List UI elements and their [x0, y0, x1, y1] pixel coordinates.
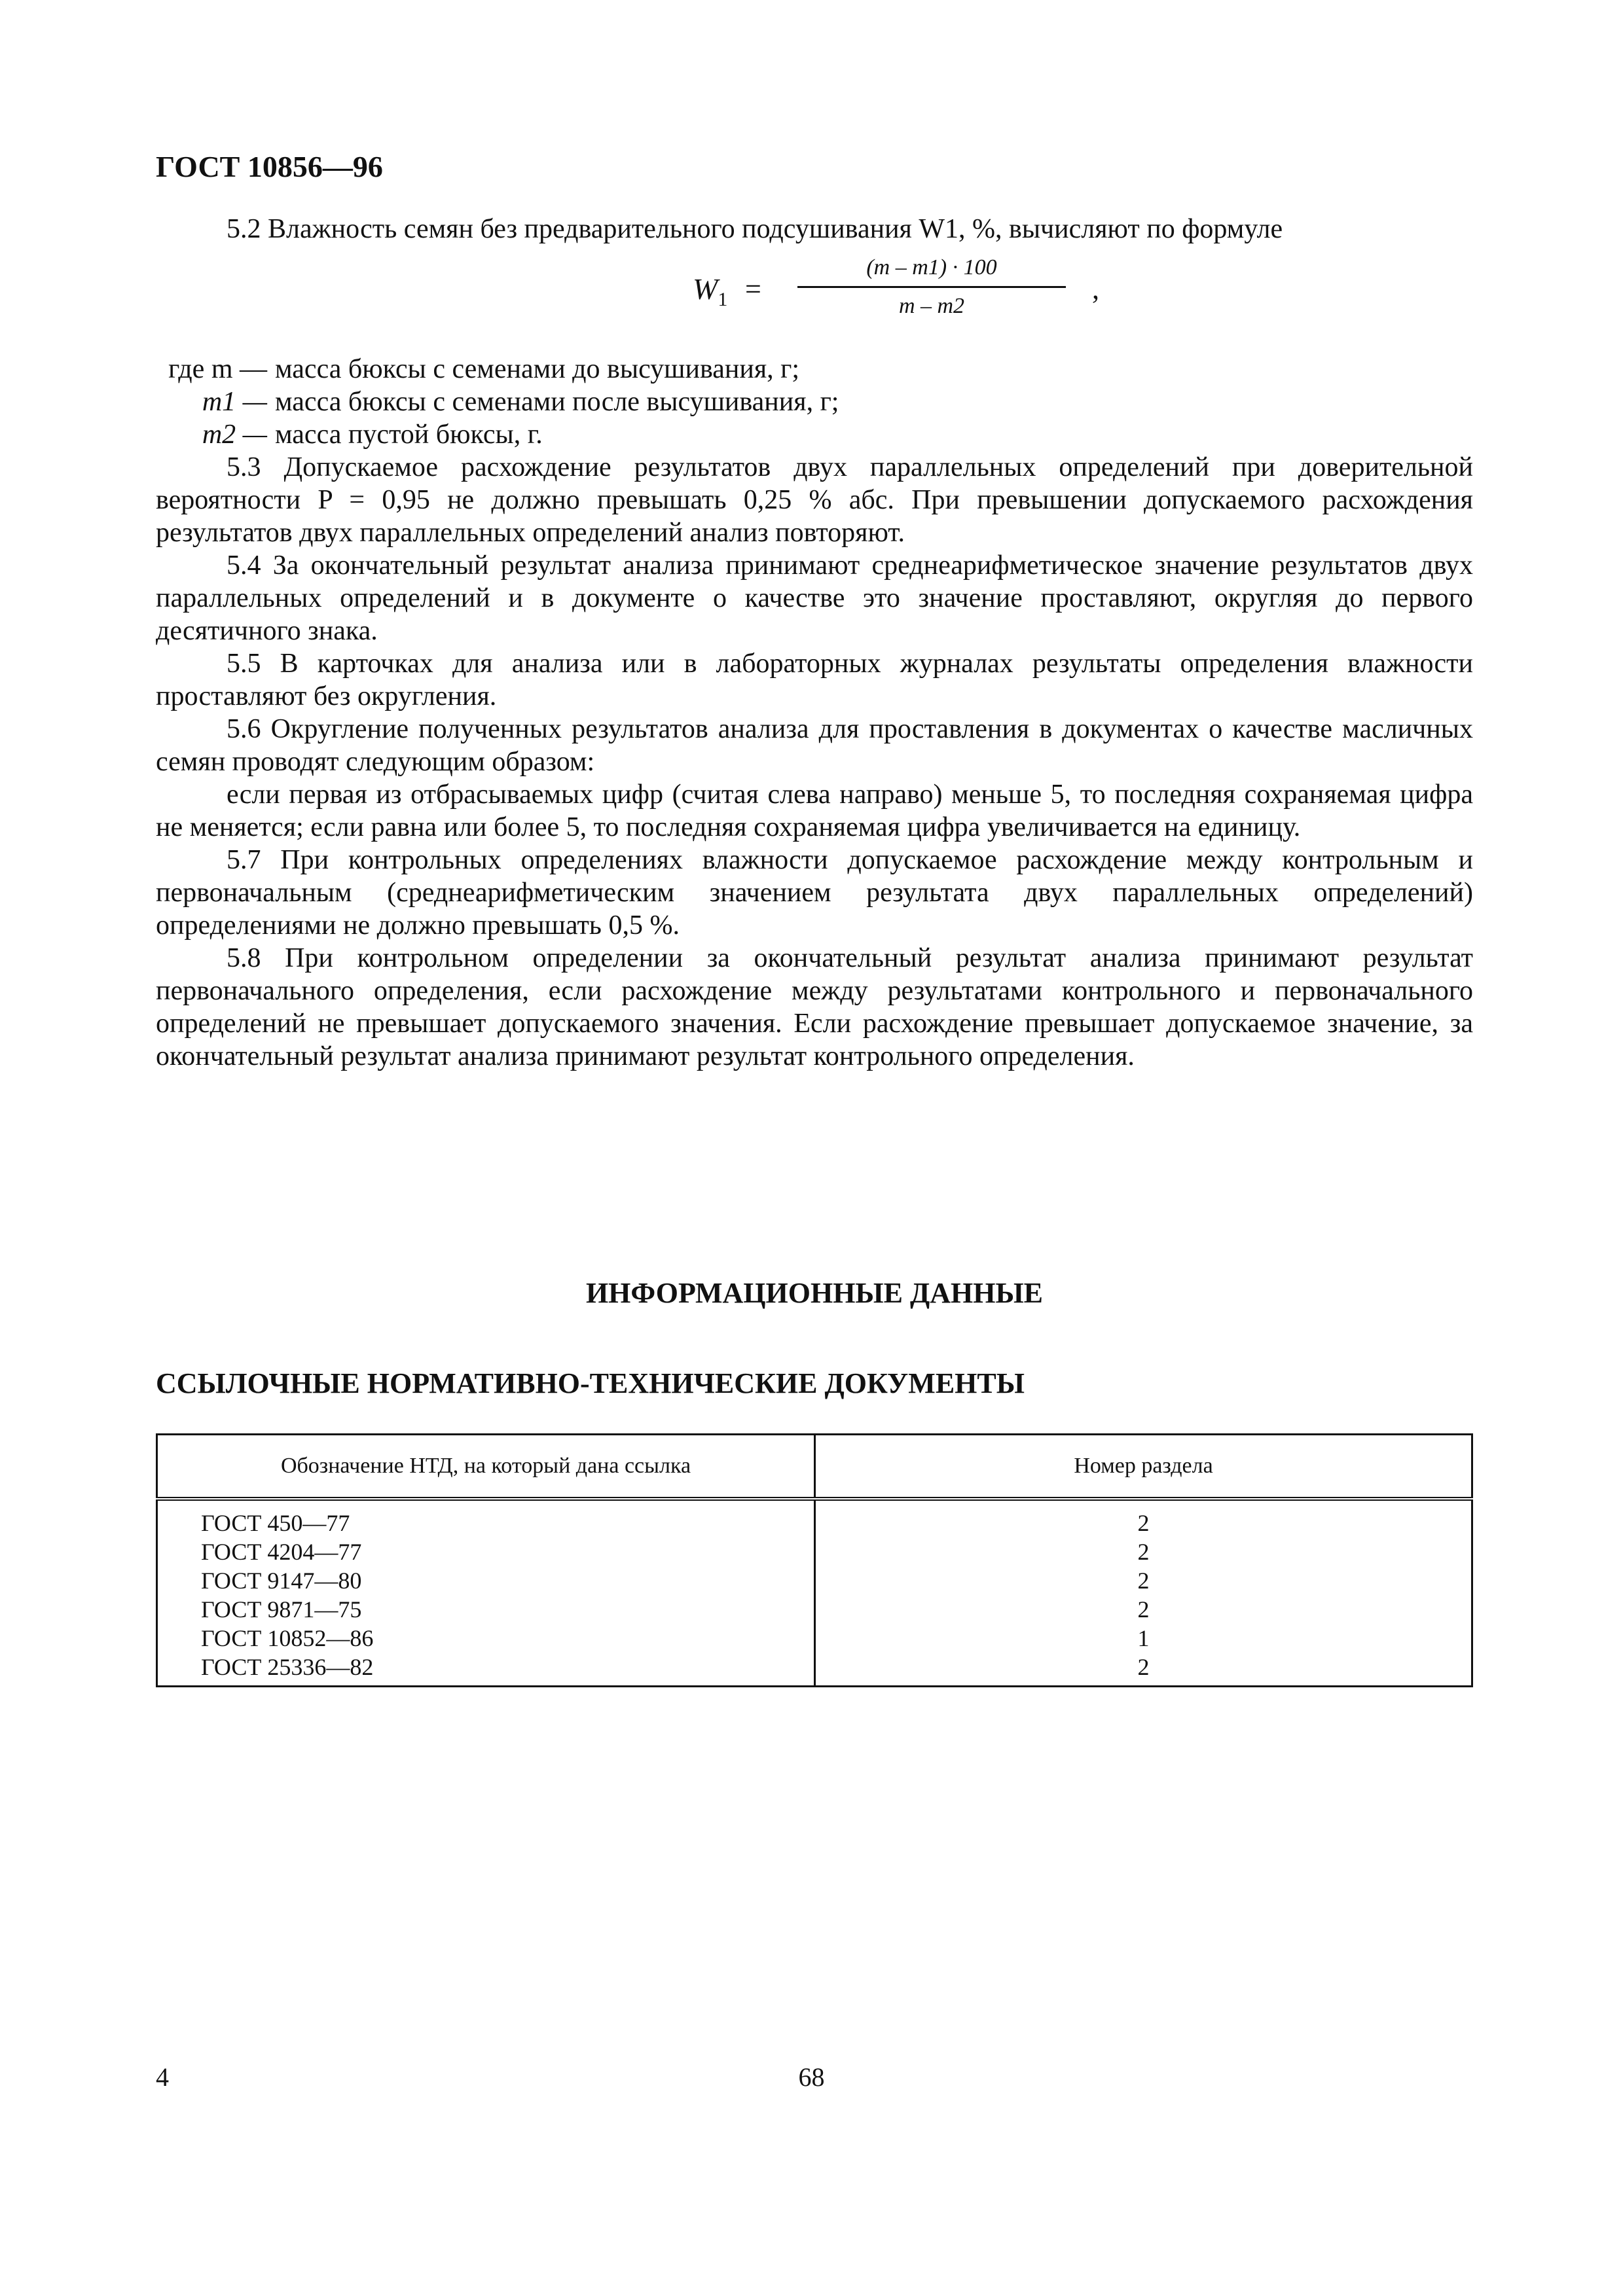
- paragraph-5-4: 5.4 За окончательный результат анализа принимают среднеарифметическое значение результатов двух параллельных определений и в документе о качестве это значение проставляют, округляя до первого десятичного знака.: [156, 550, 1473, 646]
- definition-text: масса пустой бюксы, г.: [275, 420, 543, 450]
- table-cell-document: ГОСТ 450—77: [157, 1499, 815, 1537]
- references-title: ССЫЛОЧНЫЕ НОРМАТИВНО-ТЕХНИЧЕСКИЕ ДОКУМЕНТЫ: [156, 1367, 1025, 1399]
- definition-text: масса бюксы с семенами после высушивания, г;: [275, 387, 839, 417]
- table-row: [157, 1566, 1472, 1595]
- table-cell-section: 2: [815, 1653, 1472, 1687]
- formula-comma: ,: [1092, 273, 1099, 305]
- formula-numerator: (m – m1) · 100: [866, 255, 997, 279]
- table-row: [157, 1537, 1472, 1566]
- table-cell-section: 1: [815, 1624, 1472, 1653]
- formula-fraction: [778, 251, 1085, 323]
- paragraph-5-8: 5.8 При контрольном определении за окончательный результат анализа принимают результат первоначального определения, если расхождение между результатами контрольного и первоначального определений не превышает допускаемого значения. Если расхождение превышает допускаемое значение, за окончательный результат анализа принимают результат контрольного определения.: [156, 943, 1473, 1071]
- formula-denominator: m – m2: [898, 294, 965, 318]
- definition-symbol: m2 —: [202, 420, 267, 450]
- column-header-document: Обозначение НТД, на который дана ссылка: [157, 1435, 815, 1499]
- paragraph-5-6: 5.6 Округление полученных результатов анализа для проставления в документах о качестве масличных семян проводят следующим образом:: [156, 714, 1473, 777]
- table-cell-document: ГОСТ 25336—82: [157, 1653, 815, 1687]
- table-row: [157, 1499, 1472, 1537]
- document-body: [156, 213, 1473, 1073]
- table-cell-document: ГОСТ 4204—77: [157, 1537, 815, 1566]
- table-cell-section: 2: [815, 1499, 1472, 1537]
- table-row: [157, 1595, 1472, 1624]
- table-cell-document: ГОСТ 9871—75: [157, 1595, 815, 1624]
- page-number-center: 68: [798, 2062, 825, 2092]
- paragraph-5-5: 5.5 В карточках для анализа или в лабораторных журналах результаты определения влажности проставляют без округления.: [156, 649, 1473, 711]
- table-cell-section: 2: [815, 1537, 1472, 1566]
- table-cell-document: ГОСТ 10852—86: [157, 1624, 815, 1653]
- definition-row: [156, 418, 1473, 451]
- paragraph-5-2: 5.2 Влажность семян без предварительного подсушивания W1, %, вычисляют по формуле: [227, 214, 1283, 244]
- definition-row: [156, 353, 1473, 386]
- paragraph-5-6-rule: если первая из отбрасываемых цифр (считая слева направо) меньше 5, то последняя сохраняемая цифра не меняется; если равна или более 5, то последняя сохраняемая цифра увеличивается на единицу.: [156, 780, 1473, 842]
- formula-equals: =: [745, 273, 761, 305]
- info-section-title: ИНФОРМАЦИОННЫЕ ДАННЫЕ: [585, 1277, 1044, 1309]
- definition-row: [156, 386, 1473, 418]
- table-header-row: [157, 1435, 1472, 1499]
- definition-symbol: где m —: [168, 354, 267, 384]
- table-cell-section: 2: [815, 1595, 1472, 1624]
- paragraph-5-3: 5.3 Допускаемое расхождение результатов двух параллельных определений при доверительной вероятности P = 0,95 не должно превышать 0,25 % абс. При превышении допускаемого расхождения результатов двух параллельных определений анализ повторяют.: [156, 452, 1473, 548]
- definition-text: масса бюксы с семенами до высушивания, г;: [275, 354, 800, 384]
- formula-lhs: $W_1$: [693, 272, 728, 311]
- table-cell-section: 2: [815, 1566, 1472, 1595]
- column-header-section: Номер раздела: [815, 1435, 1472, 1499]
- moisture-formula: [156, 251, 1473, 349]
- fraction-bar: [797, 286, 1066, 288]
- symbol-definitions: [156, 353, 1473, 451]
- table-row: [157, 1624, 1472, 1653]
- table-cell-document: ГОСТ 9147—80: [157, 1566, 815, 1595]
- page-number-left: 4: [156, 2062, 169, 2092]
- table-row: [157, 1653, 1472, 1687]
- references-table: [156, 1433, 1473, 1687]
- paragraph-5-7: 5.7 При контрольных определениях влажности допускаемое расхождение между контрольным и первоначальным (среднеарифметическим значением результата двух параллельных определений) определениями не должно превышать 0,5 %.: [156, 845, 1473, 941]
- document-id: ГОСТ 10856—96: [156, 150, 383, 183]
- definition-symbol: m1 —: [202, 387, 267, 417]
